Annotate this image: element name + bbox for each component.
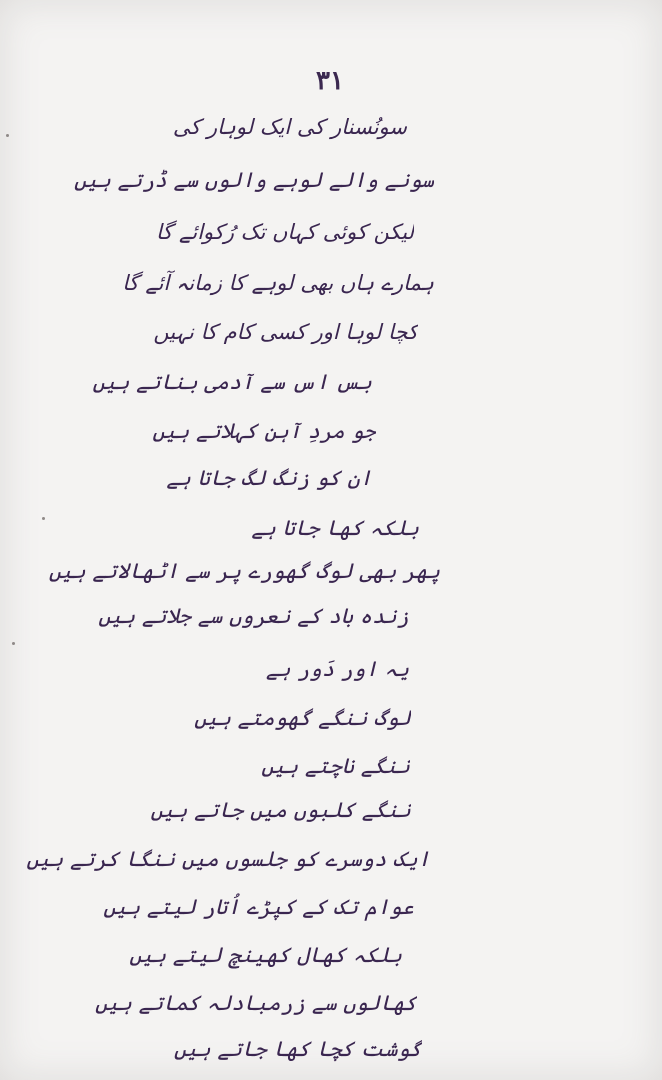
poem-line: لیکن کوئی کہاں تک رُکوائے گا — [155, 220, 414, 244]
poem-line: ان کو زنگ لگ جاتا ہے — [166, 466, 372, 490]
poem-line: سونُسنار کی ایک لوہار کی — [172, 115, 407, 139]
poem-line: پھر بھی لوگ گھورے پر سے اٹھالاتے ہیں — [48, 559, 440, 583]
poem-line: ننگے کلبوں میں جاتے ہیں — [150, 798, 411, 822]
poem-line: کچا لوہا اور کسی کام کا نہیں — [153, 320, 418, 344]
poem-line: یہ اور دَور ہے — [265, 657, 409, 681]
poem-line: سونے والے لوہے والوں سے ڈرتے ہیں — [74, 168, 434, 192]
poem-line: جو مردِ آہن کہلاتے ہیں — [152, 419, 376, 443]
scan-speck — [12, 642, 15, 645]
poem-line: عوام تک کے کپڑے اُتار لیتے ہیں — [103, 895, 414, 919]
poem-line: بلکہ کھال کھینچ لیتے ہیں — [129, 943, 402, 967]
poem-line: لوگ ننگے گھومتے ہیں — [194, 706, 411, 730]
poem-line: ایک دوسرے کو جلسوں میں ننگا کرتے ہیں — [26, 847, 430, 871]
poem-line: بس اس سے آدمی بناتے ہیں — [92, 370, 372, 394]
scan-speck — [6, 134, 9, 137]
poem-line: ننگے ناچتے ہیں — [261, 754, 410, 778]
poem-line: کھالوں سے زرمبادلہ کماتے ہیں — [94, 991, 417, 1015]
page-number: ۳۱ — [316, 66, 344, 96]
poem-line: زندہ باد کے نعروں سے جلاتے ہیں — [98, 604, 409, 628]
poem-line: گوشت کچا کھا جاتے ہیں — [173, 1037, 422, 1061]
poem-line: ہمارے ہاں بھی لوہے کا زمانہ آئے گا — [122, 271, 434, 295]
scan-speck — [42, 517, 45, 520]
poem-line: بلکہ کھا جاتا ہے — [251, 516, 419, 540]
